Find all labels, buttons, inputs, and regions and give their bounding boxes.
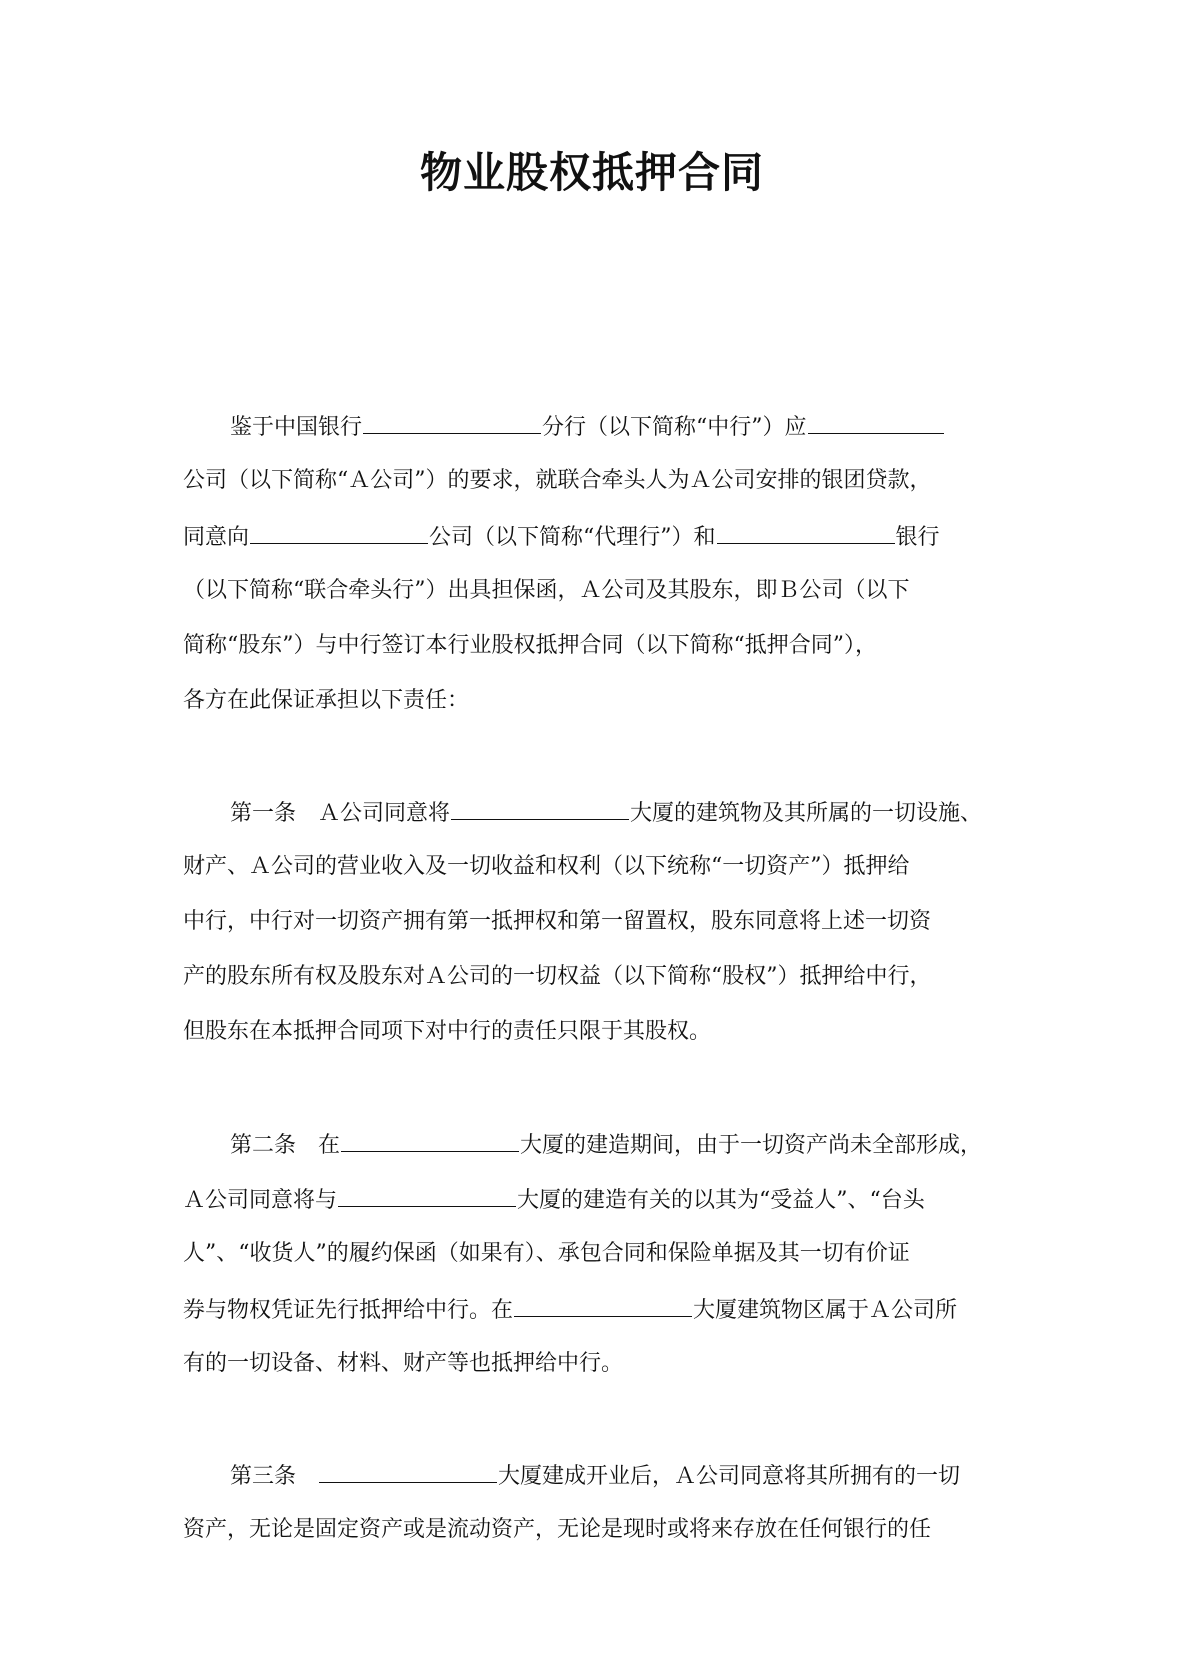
article-2-line-2: [183, 1184, 1184, 1216]
fill-blank[interactable]: [341, 1129, 519, 1152]
preamble-line-1: [230, 411, 1184, 443]
fill-blank[interactable]: [338, 1184, 516, 1207]
preamble-line-6: 各方在此保证承担以下责任：: [183, 688, 470, 713]
text-segment: 大厦的建造期间，由于一切资产尚未全部形成，: [520, 1133, 983, 1158]
article-1-line-2: 财产、Ａ公司的营业收入及一切收益和权利（以下统称“一切资产”）抵押给: [183, 854, 910, 879]
text-segment: 第二条 在: [230, 1133, 341, 1158]
fill-blank[interactable]: [319, 1460, 497, 1483]
article-3-line-2: 资产，无论是固定资产或是流动资产，无论是现时或将来存放在任何银行的任: [183, 1517, 932, 1542]
text-segment: 大厦的建造有关的以其为“受益人”、“台头: [517, 1188, 925, 1213]
text-segment: 第三条: [230, 1464, 319, 1489]
text-segment: 券与物权凭证先行抵押给中行。在: [183, 1298, 514, 1323]
fill-blank[interactable]: [363, 411, 541, 434]
article-1-line-1: [230, 797, 1184, 829]
text-segment: 第一条 Ａ公司同意将: [230, 801, 451, 826]
fill-blank[interactable]: [808, 411, 944, 434]
fill-blank[interactable]: [250, 521, 428, 544]
article-2-line-3: 人”、“收货人”的履约保函（如果有）、承包合同和保险单据及其一切有价证: [183, 1241, 910, 1266]
article-1-line-5: 但股东在本抵押合同项下对中行的责任只限于其股权。: [183, 1019, 712, 1044]
fill-blank[interactable]: [451, 797, 629, 820]
article-1-line-4: 产的股东所有权及股东对Ａ公司的一切权益（以下简称“股权”）抵押给中行，: [183, 964, 932, 989]
article-2-line-1: [230, 1129, 1184, 1161]
text-segment: 大厦的建筑物及其所属的一切设施、: [630, 801, 983, 826]
article-2-line-4: [183, 1294, 1184, 1326]
article-1-line-3: 中行，中行对一切资产拥有第一抵押权和第一留置权，股东同意将上述一切资: [183, 909, 932, 934]
preamble-line-3: [183, 521, 1184, 553]
article-2-line-5: 有的一切设备、材料、财产等也抵押给中行。: [183, 1351, 624, 1376]
text-segment: 同意向: [183, 525, 250, 550]
preamble-line-2: 公司（以下简称“Ａ公司”）的要求，就联合牵头人为Ａ公司安排的银团贷款，: [183, 468, 932, 493]
preamble-line-4: （以下简称“联合牵头行”）出具担保函，Ａ公司及其股东，即Ｂ公司（以下: [183, 578, 910, 603]
text-segment: Ａ公司同意将与: [183, 1188, 338, 1213]
text-segment: 分行（以下简称“中行”）应: [542, 415, 807, 440]
preamble-line-5: 简称“股东”）与中行签订本行业股权抵押合同（以下简称“抵押合同”），: [183, 633, 877, 658]
article-3-line-1: [230, 1460, 1184, 1492]
text-segment: 大厦建成开业后，Ａ公司同意将其所拥有的一切: [498, 1464, 961, 1489]
text-segment: 大厦建筑物区属于Ａ公司所: [693, 1298, 958, 1323]
fill-blank[interactable]: [514, 1294, 692, 1317]
fill-blank[interactable]: [717, 521, 895, 544]
document-title: 物业股权抵押合同: [419, 148, 764, 197]
text-segment: 公司（以下简称“代理行”）和: [429, 525, 716, 550]
text-segment: 银行: [895, 525, 940, 550]
text-segment: 鉴于中国银行: [230, 415, 363, 440]
